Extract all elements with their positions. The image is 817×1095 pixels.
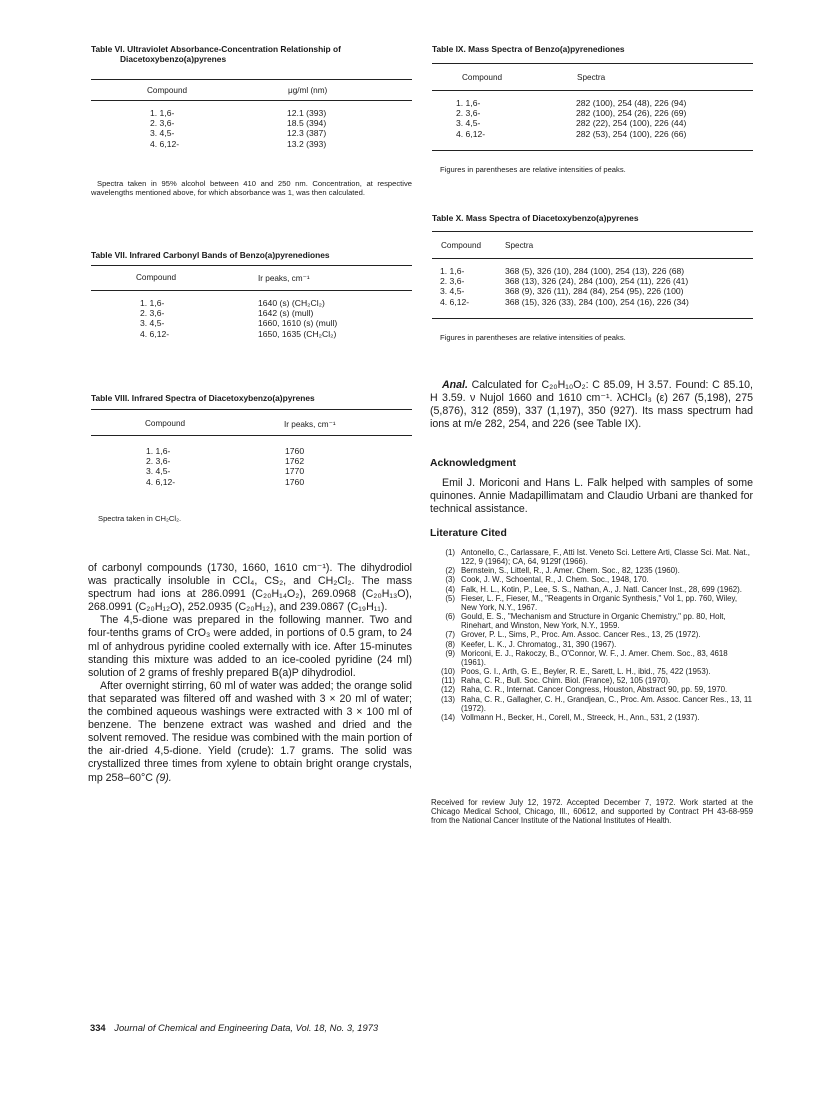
table8-header-rule: [91, 435, 412, 436]
reference-number: (1): [445, 548, 455, 557]
reference-item: [431, 676, 753, 685]
table-cell: 368 (9), 326 (11), 284 (84), 254 (95), 226 (100): [505, 286, 684, 297]
table8-note: Spectra taken in CH₂Cl₂.: [98, 514, 182, 523]
reference-number: (6): [445, 612, 455, 622]
reference-number: (4): [445, 584, 455, 594]
reference-item: [431, 630, 753, 639]
reference-text: Fieser, L. F., Fieser, M., "Reagents in Organic Synthesis," Vol 1, pp. 760, Wiley, New York, N.Y., 1967.: [461, 593, 738, 612]
table6-top-rule: [91, 79, 412, 80]
table-cell: 1770: [285, 466, 305, 477]
reference-item: [431, 685, 753, 694]
table9-value-column: [576, 98, 686, 139]
table10-value-column: [505, 266, 689, 307]
left-body-text: [88, 562, 412, 785]
table6-note: Spectra taken in 95% alcohol between 410 and 250 nm. Concentration, at respective wavelengths mentioned above, for which absorbance was 1, was then calculated.: [91, 179, 412, 197]
table6-caption-line1: Table VI. Ultraviolet Absorbance-Concentration Relationship of: [91, 44, 341, 54]
table6-header-rule: [91, 100, 412, 101]
reference-text: Keefer, L. K., J. Chromatog., 31, 390 (1967).: [461, 639, 617, 649]
anal-text: Calculated for C₂₀H₁₀O₂: C 85.09, H 3.57. Found: C 85.10, H 3.59. ν Nujol 1660 and 1610 cm⁻¹. λCHCl₃ (ε) 267 (5,198), 275 (5,876), 312 (859), 337 (1,197), 350 (927). Its mass spectrum had ions at m/e 282, 254, and 226 (see Table IX).: [430, 379, 753, 431]
reference-number: (7): [445, 630, 455, 640]
reference-item: [431, 612, 753, 630]
table-cell: 368 (13), 326 (24), 284 (100), 254 (11), 226 (41): [505, 276, 689, 287]
table6-value-column: [287, 108, 326, 149]
table9-top-rule: [432, 63, 753, 64]
reference-number: (10): [440, 667, 455, 677]
reference-item: [431, 667, 753, 676]
table-cell: 1642 (s) (mull): [258, 308, 314, 319]
table-cell: 1650, 1635 (CH₂Cl₂): [258, 328, 337, 339]
reference-number: (13): [440, 694, 455, 704]
acknowledgment-text: Emil J. Moriconi and Hans L. Falk helped with samples of some quinones. Annie Madapillimatam and Claudio Urbani are thanked for technical assistance.: [430, 477, 753, 516]
table-cell: 2. 3,6-: [456, 108, 481, 119]
table6-header-value: μg/ml (nm): [288, 86, 328, 95]
table-cell: 1. 1,6-: [146, 446, 171, 456]
table6-header-compound: Compound: [147, 86, 188, 95]
table-cell: 2. 3,6-: [440, 276, 465, 287]
reference-item: [431, 640, 753, 649]
table-cell: 4. 6,12-: [146, 476, 176, 487]
reference-number: (5): [445, 593, 455, 603]
reference-number: (3): [445, 575, 455, 585]
table-cell: 1760: [285, 446, 305, 456]
reference-item: [431, 548, 753, 566]
reference-text: Raha, C. R., Bull. Soc. Chim. Biol. (France), 52, 105 (1970).: [461, 676, 671, 686]
paragraph: of carbonyl compounds (1730, 1660, 1610 cm⁻¹). The dihydrodiol was practically insoluble in CCl₄, CS₂, and CH₂Cl₂. The mass spectrum had ions at 286.0991 (C₂₀H₁₄O₂), 269.0968 (C₂₀H₁₃O), 268.0991 (C₂₀H₁₂O), 252.0935 (C₂₀H₁₂), and 239.0867 (C₁₉H₁₁).: [88, 562, 412, 614]
table-cell: 282 (100), 254 (48), 226 (94): [576, 98, 687, 108]
reference-list: [431, 548, 753, 722]
reference-citation: (9).: [155, 771, 172, 784]
table-cell: 3. 4,5-: [456, 118, 481, 129]
table7-header-compound: Compound: [136, 273, 177, 282]
table-cell: 4. 6,12-: [140, 328, 170, 339]
table7-caption: Table VII. Infrared Carbonyl Bands of Benzo(a)pyrenediones: [91, 250, 330, 260]
table-cell: 1. 1,6-: [140, 298, 165, 308]
table-cell: 282 (22), 254 (100), 226 (44): [576, 118, 687, 129]
table-cell: 2. 3,6-: [146, 456, 171, 467]
table9-header-value: Spectra: [577, 73, 606, 82]
table8-header-value: Ir peaks, cm⁻¹: [284, 420, 336, 429]
table-cell: 3. 4,5-: [146, 466, 171, 477]
reference-item: [431, 585, 753, 594]
table8-compound-column: [146, 446, 175, 487]
table7-top-rule: [91, 265, 412, 266]
table7-compound-column: [140, 298, 169, 339]
table-cell: 1640 (s) (CH₂Cl₂): [258, 298, 325, 308]
reference-text: Poos, G. I., Arth, G. E., Beyler, R. E., Sarett, L. H., ibid., 75, 422 (1953).: [461, 667, 711, 677]
journal-citation: Journal of Chemical and Engineering Data, Vol. 18, No. 3, 1973: [114, 1022, 379, 1033]
table8-header-compound: Compound: [145, 419, 186, 428]
table8-value-column: [285, 446, 304, 487]
table-cell: 1762: [285, 456, 305, 467]
table6-caption-line2: Diacetoxybenzo(a)pyrenes: [120, 54, 227, 64]
table-cell: 1760: [285, 476, 305, 487]
table-cell: 2. 3,6-: [150, 118, 175, 129]
table-cell: 368 (5), 326 (10), 284 (100), 254 (13), 226 (68): [505, 266, 685, 276]
table10-caption: Table X. Mass Spectra of Diacetoxybenzo(a)pyrenes: [432, 213, 639, 223]
reference-item: [431, 713, 753, 722]
table-cell: 3. 4,5-: [150, 128, 175, 139]
reference-item: [431, 649, 753, 667]
table6-caption: [91, 44, 431, 64]
table-cell: 368 (15), 326 (33), 284 (100), 254 (16), 226 (34): [505, 296, 689, 307]
anal-paragraph: [430, 379, 753, 431]
table-cell: 13.2 (393): [287, 138, 327, 149]
table9-compound-column: [456, 98, 485, 139]
table-cell: 1. 1,6-: [456, 98, 481, 108]
reference-text: Raha, C. R., Gallagher, C. H., Grandjean, C., Proc. Am. Assoc. Cancer Res., 13, 11 (1972).: [461, 694, 753, 713]
table10-compound-column: [440, 266, 469, 307]
page-number: 334: [90, 1022, 106, 1033]
table9-note: Figures in parentheses are relative intensities of peaks.: [440, 165, 626, 174]
table-cell: 282 (100), 254 (26), 226 (69): [576, 108, 687, 119]
reference-text: Raha, C. R., Internat. Cancer Congress, Houston, Abstract 90, pp. 59, 1970.: [461, 685, 728, 695]
reference-number: (11): [441, 676, 455, 686]
table-cell: 282 (53), 254 (100), 226 (66): [576, 128, 687, 139]
reference-text: Antonello, C., Carlassare, F., Atti Ist. Veneto Sci. Lettere Arti, Classe Sci. Mat. Nat., 122, 9 (1964); CA, 64, 9129f (1966).: [461, 548, 751, 567]
reference-number: (2): [445, 566, 455, 576]
table-cell: 1. 1,6-: [150, 108, 175, 118]
table10-note: Figures in parentheses are relative intensities of peaks.: [440, 333, 626, 342]
reference-text: Bernstein, S., Littell, R., J. Amer. Chem. Soc., 82, 1235 (1960).: [461, 566, 680, 576]
table10-header-rule: [432, 258, 753, 259]
table8-top-rule: [91, 409, 412, 410]
literature-heading: Literature Cited: [430, 528, 507, 539]
table-cell: 1660, 1610 (s) (mull): [258, 318, 338, 329]
table10-header-compound: Compound: [441, 241, 482, 250]
table9-header-compound: Compound: [462, 73, 503, 82]
table-cell: 3. 4,5-: [440, 286, 465, 297]
paragraph: [88, 680, 412, 785]
table8-caption: Table VIII. Infrared Spectra of Diacetoxybenzo(a)pyrenes: [91, 393, 315, 403]
table-cell: 12.3 (387): [287, 128, 327, 139]
reference-item: [431, 566, 753, 575]
table-cell: 3. 4,5-: [140, 318, 165, 329]
page-footer: [90, 1022, 378, 1033]
table-cell: 4. 6,12-: [440, 296, 470, 307]
reference-text: Falk, H. L., Kotin, P., Lee, S. S., Nathan, A., J. Natl. Cancer Inst., 28, 699 (1962).: [461, 584, 742, 594]
table10-top-rule: [432, 231, 753, 232]
table-cell: 18.5 (394): [287, 118, 327, 129]
paragraph-text: After overnight stirring, 60 ml of water was added; the orange solid that separated was filtered off and washed with 3 × 20 ml of water; the combined aqueous washings were extracted with 3 × 100 ml of benzene. The benzene extract was washed and dried and the solvent removed. The residue was combined with the main portion of the air-dried 4,5-dione. Yield (crude): 1.7 grams. The solid was crystallized three times from xylene to obtain bright orange crystals, mp 258–60°C: [88, 679, 412, 784]
table10-header-value: Spectra: [505, 241, 534, 250]
table9-header-rule: [432, 90, 753, 91]
table9-bottom-rule: [432, 150, 753, 151]
reference-number: (14): [440, 712, 455, 722]
table7-value-column: [258, 298, 337, 339]
reference-number: (12): [440, 685, 455, 695]
table-cell: 2. 3,6-: [140, 308, 165, 319]
paragraph: The 4,5-dione was prepared in the following manner. Two and four-tenths grams of CrO₃ were added, in portions of 0.5 gram, to 24 ml of anhydrous pyridine cooled externally with ice. After 15-minutes standing this mixture was added to an ice-cooled pyridine (24 ml) solution of 2 grams of freshly prepared B(a)P dihydrodiol.: [88, 614, 412, 679]
reference-text: Moriconi, E. J., Rakoczy, B., O'Connor, W. F., J. Amer. Chem. Soc., 83, 4618 (1961).: [461, 648, 728, 667]
reference-text: Grover, P. L., Sims, P., Proc. Am. Assoc. Cancer Res., 13, 25 (1972).: [461, 630, 701, 640]
reference-item: [431, 575, 753, 584]
table-cell: 12.1 (393): [287, 108, 327, 118]
reference-number: (9): [445, 648, 455, 658]
reference-text: Vollmann H., Becker, H., Corell, M., Streeck, H., Ann., 531, 2 (1937).: [461, 712, 700, 722]
table7-header-value: Ir peaks, cm⁻¹: [258, 274, 310, 283]
reference-item: [431, 594, 753, 612]
table-cell: 4. 6,12-: [456, 128, 486, 139]
reference-text: Gould, E. S., "Mechanism and Structure in Organic Chemistry," pp. 80, Holt, Rinehart, and Winston, New York, N.Y., 1959.: [461, 612, 726, 631]
anal-label: Anal.: [442, 379, 468, 391]
table6-compound-column: [150, 108, 179, 149]
reference-item: [431, 695, 753, 713]
acknowledgment-heading: Acknowledgment: [430, 458, 517, 469]
received-note: Received for review July 12, 1972. Accepted December 7, 1972. Work started at the Chicago Medical School, Chicago, Ill., 60612, and supported by Contract PH 43-68-959 from the National Cancer Institute of the National Institutes of Health.: [431, 798, 753, 826]
table-cell: 4. 6,12-: [150, 138, 180, 149]
table7-header-rule: [91, 290, 412, 291]
table9-caption: Table IX. Mass Spectra of Benzo(a)pyrenediones: [432, 44, 625, 54]
table10-bottom-rule: [432, 318, 753, 319]
reference-text: Cook, J. W., Schoental, R., J. Chem. Soc., 1948, 170.: [461, 575, 649, 585]
reference-number: (8): [445, 639, 455, 649]
table-cell: 1. 1,6-: [440, 266, 465, 276]
